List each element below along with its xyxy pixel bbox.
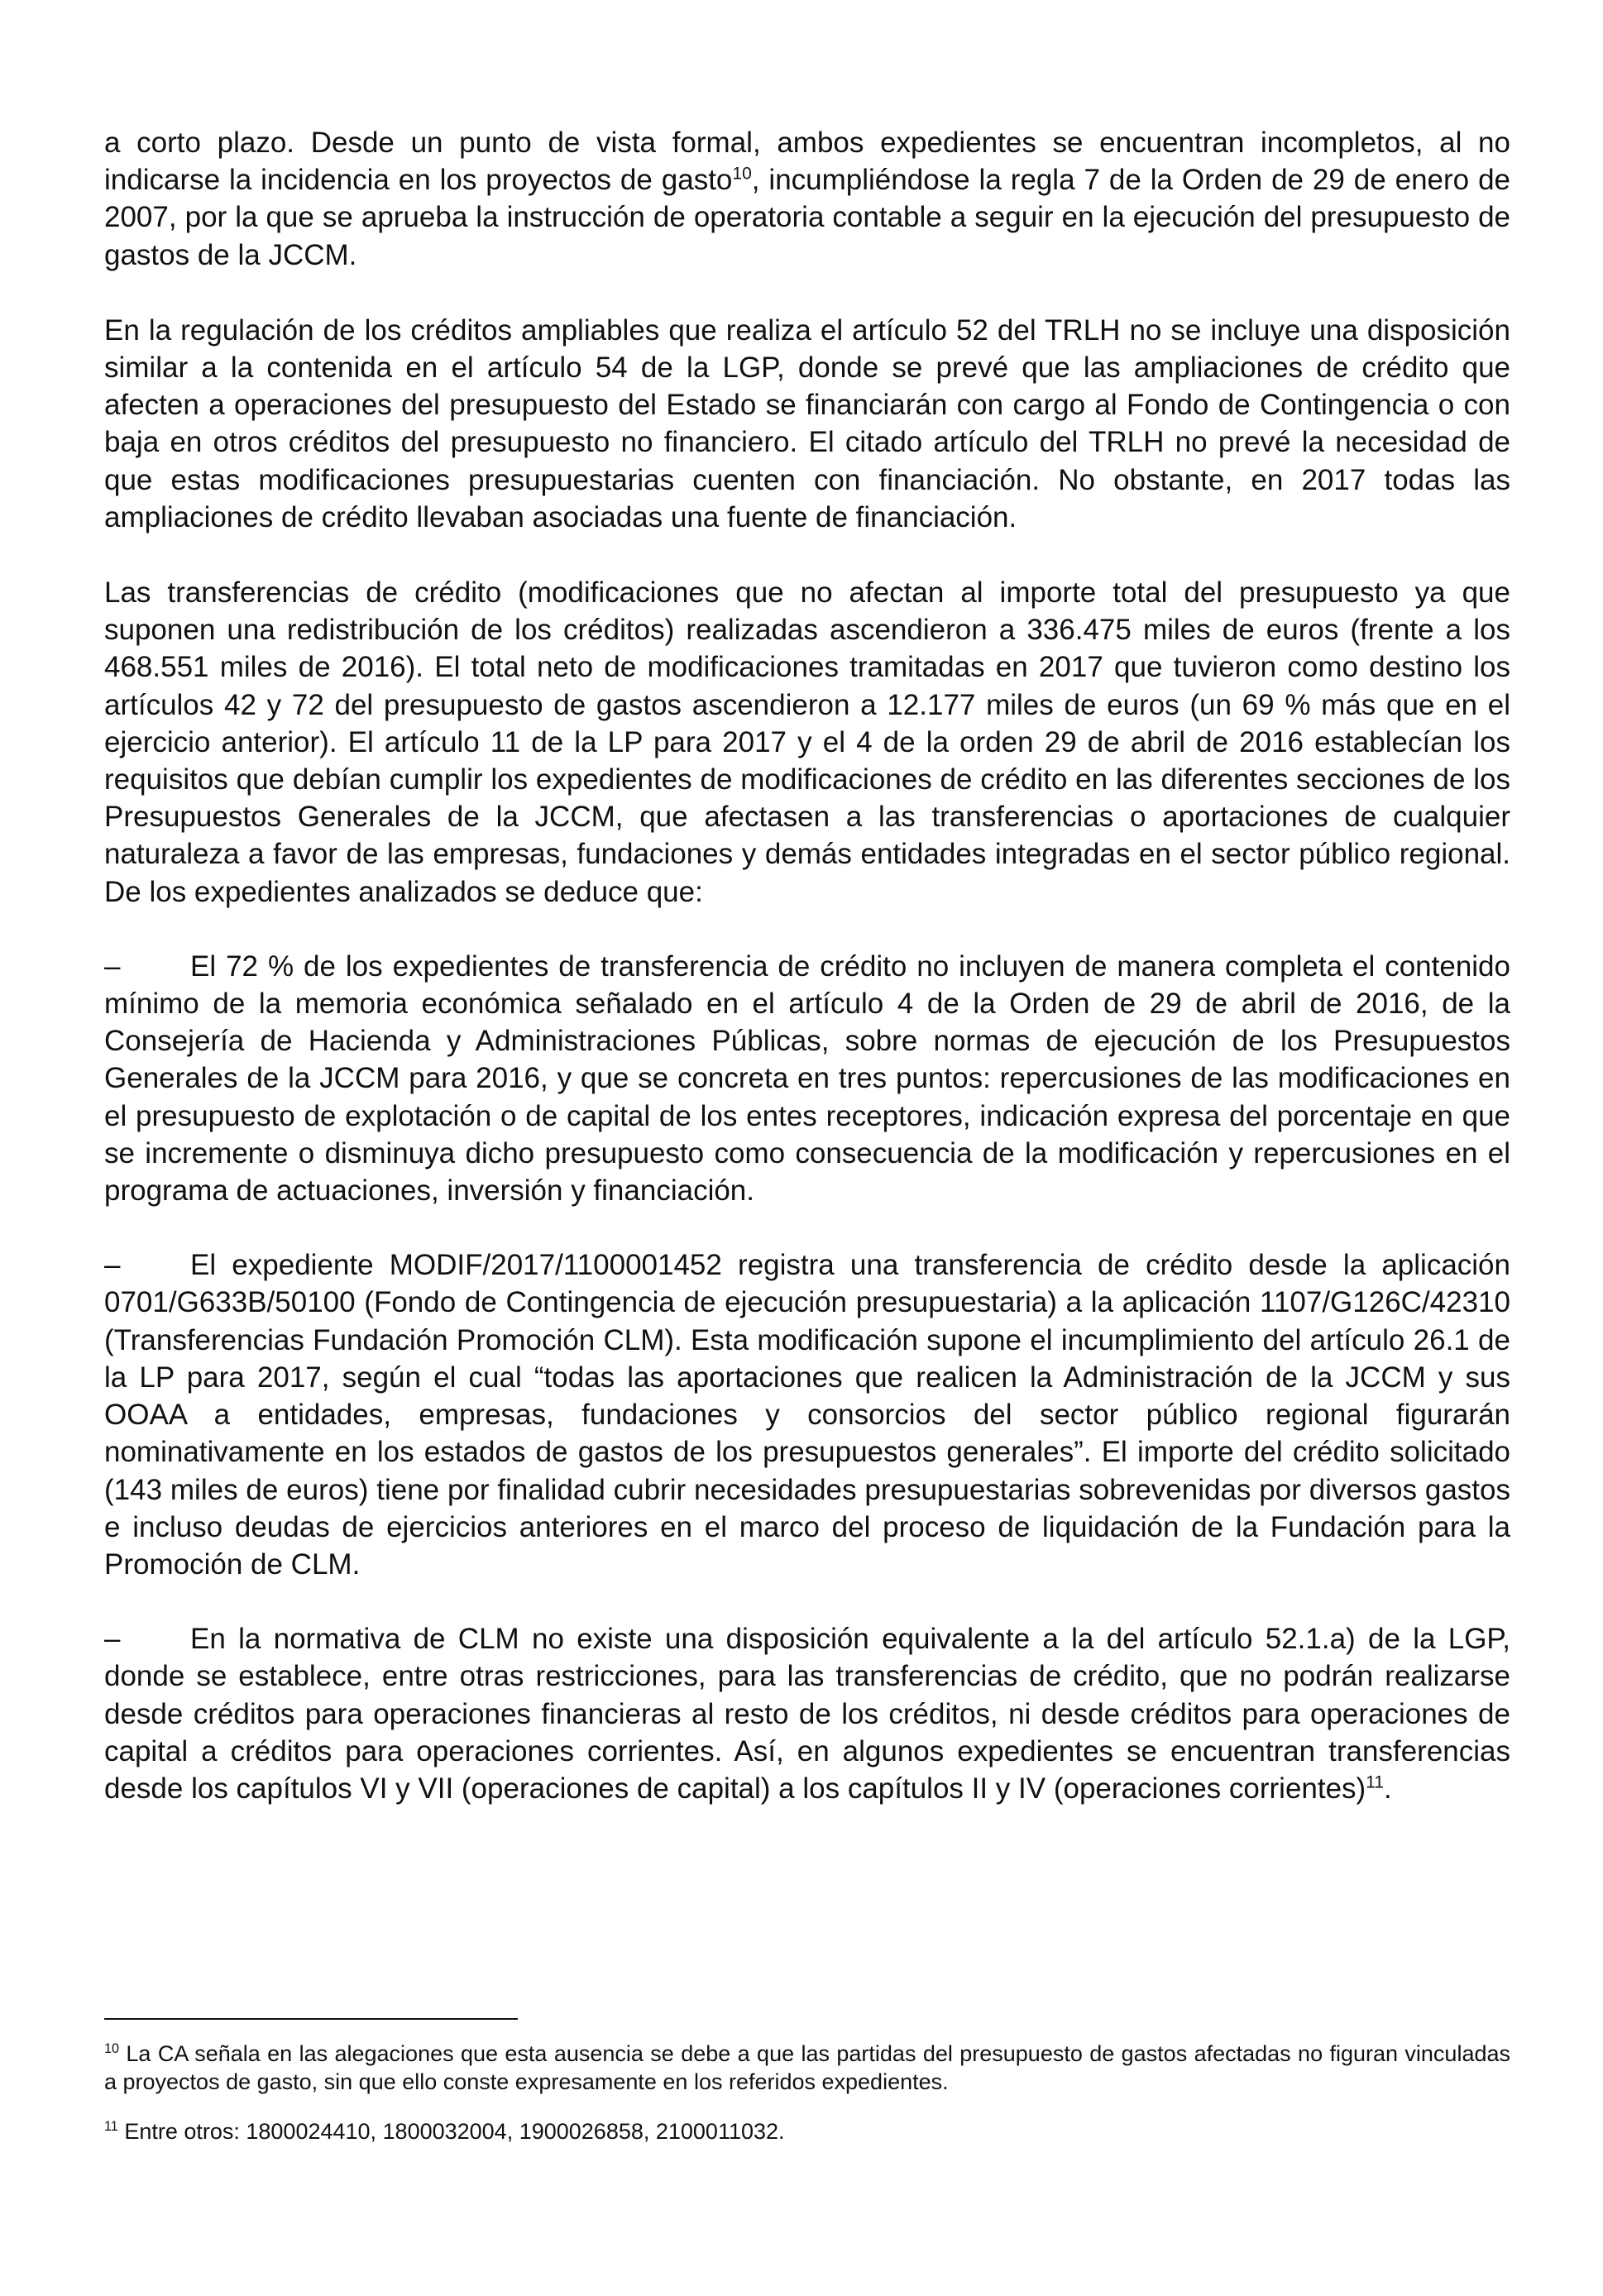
- footnote-text: Entre otros: 1800024410, 1800032004, 1900026858, 2100011032.: [117, 2119, 785, 2144]
- paragraph-ampliables: En la regulación de los créditos ampliables que realiza el artículo 52 del TRLH no se incluye una disposición similar a la contenida en el artículo 54 de la LGP, donde se prevé que las ampliaciones de crédito que afecten a operaciones del presupuesto del Estado se financiarán con cargo al Fondo de Contingencia o con baja en otros créditos del presupuesto no financiero. El citado artículo del TRLH no prevé la necesidad de que estas modificaciones presupuestarias cuenten con financiación. No obstante, en 2017 todas las ampliaciones de crédito llevaban asociadas una fuente de financiación.: [104, 313, 1510, 533]
- paragraph-intro: [104, 124, 1510, 274]
- document-body: [104, 124, 1510, 1807]
- bullet-item-memoria: [104, 948, 1510, 1209]
- bullet-text: El expediente MODIF/2017/1100001452 registra una transferencia de crédito desde la aplicación 0701/G633B/50100 (Fondo de Contingencia de ejecución presupuestaria) a la aplicación 1107/G126C/42310 (Transferencias Fundación Promoción CLM). Esta modificación supone el incumplimiento del artículo 26.1 de la LP para 2017, según el cual “todas las aportaciones que realicen la Administración de la JCCM y sus OOAA a entidades, empresas, fundaciones y consorcios del sector público regional figurarán nominativamente en los estados de gastos de los presupuestos generales”. El importe del crédito solicitado (143 miles de euros) tiene por finalidad cubrir necesidades presupuestarias sobrevenidas por diversos gastos e incluso deudas de ejercicios anteriores en el marco del proceso de liquidación de la Fundación para la Promoción de CLM.: [104, 1249, 1510, 1581]
- footnote-11: [104, 2117, 1510, 2145]
- footnote-divider: [104, 2018, 518, 2020]
- footnotes-section: [104, 2040, 1510, 2145]
- bullet-text: El 72 % de los expedientes de transferencia de crédito no incluyen de manera completa el contenido mínimo de la memoria económica señalado en el artículo 4 de la Orden de 29 de abril de 2016, de la Consejería de Hacienda y Administraciones Públicas, sobre normas de ejecución de los Presupuestos Generales de la JCCM para 2016, y que se concreta en tres puntos: repercusiones de las modificaciones en el presupuesto de explotación o de capital de los entes receptores, indicación expresa del porcentaje en que se incremente o disminuya dicho presupuesto como consecuencia de la modificación y repercusiones en el programa de actuaciones, inversión y financiación.: [104, 949, 1510, 1208]
- footnote-10: [104, 2040, 1510, 2096]
- dash-bullet-icon: –: [104, 1249, 121, 1282]
- footnote-number: 10: [104, 2041, 120, 2056]
- bullet-item-normativa: [104, 1620, 1510, 1807]
- footnote-ref-10[interactable]: 10: [732, 164, 752, 184]
- bullet-item-modif: [104, 1246, 1510, 1583]
- footnote-text: La CA señala en las alegaciones que esta ausencia se debe a que las partidas del presupuesto de gastos afectadas no figuran vinculadas a proyectos de gasto, sin que ello conste expresamente en los referidos expedientes.: [104, 2041, 1510, 2094]
- dash-bullet-icon: –: [104, 949, 121, 983]
- paragraph-intro-text: a corto plazo. Desde un punto de vista formal, ambos expedientes se encuentran incompletos, al no indicarse la incidencia en los proyectos de gasto: [104, 127, 1510, 197]
- footnote-number: 11: [104, 2119, 118, 2134]
- dash-bullet-icon: –: [104, 1623, 121, 1656]
- footnote-ref-11[interactable]: 11: [1366, 1772, 1385, 1792]
- bullet-text-end: .: [1384, 1772, 1392, 1805]
- bullet-text: En la normativa de CLM no existe una disposición equivalente a la del artículo 52.1.a) de la LGP, donde se establece, entre otras restricciones, para las transferencias de crédito, que no podrán realizarse desde créditos para operaciones financieras al resto de los créditos, ni desde créditos para operaciones de capital a créditos para operaciones corrientes. Así, en algunos expedientes se encuentran transferencias desde los capítulos VI y VII (operaciones de capital) a los capítulos II y IV (operaciones corrientes): [104, 1623, 1510, 1805]
- paragraph-intro-text-end: , incumpliéndose la regla 7 de la Orden de 29 de enero de 2007, por la que se aprueba la instrucción de operatoria contable a seguir en la ejecución del presupuesto de gastos de la JCCM.: [104, 164, 1511, 271]
- paragraph-transferencias: Las transferencias de crédito (modificaciones que no afectan al importe total del presupuesto ya que suponen una redistribución de los créditos) realizadas ascendieron a 336.475 miles de euros (frente a los 468.551 miles de 2016). El total neto de modificaciones tramitadas en 2017 que tuvieron como destino los artículos 42 y 72 del presupuesto de gastos ascendieron a 12.177 miles de euros (un 69 % más que en el ejercicio anterior). El artículo 11 de la LP para 2017 y el 4 de la orden 29 de abril de 2016 establecían los requisitos que debían cumplir los expedientes de modificaciones de crédito en las diferentes secciones de los Presupuestos Generales de la JCCM, que afectasen a las transferencias o aportaciones de cualquier naturaleza a favor de las empresas, fundaciones y demás entidades integradas en el sector público regional. De los expedientes analizados se deduce que:: [104, 576, 1510, 908]
